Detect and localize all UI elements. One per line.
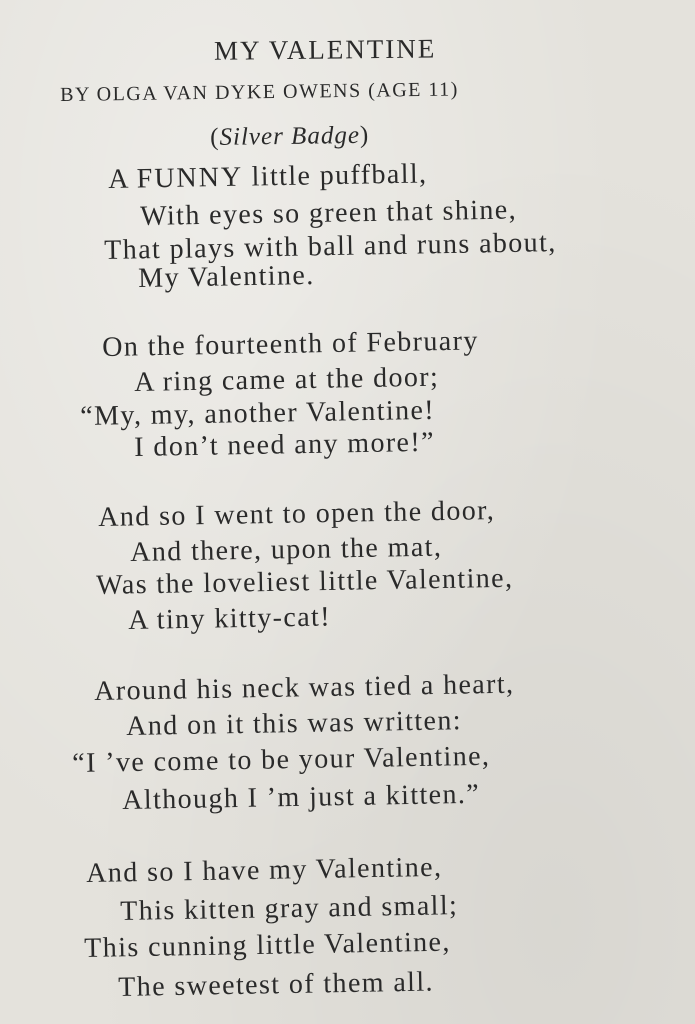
stanza2-line4: I don’t need any more!” <box>134 426 436 463</box>
stanza1-line1-lead: A <box>108 163 129 195</box>
stanza5-line3: This cunning little Valentine, <box>84 926 452 964</box>
stanza3-line3: Was the loveliest little Valentine, <box>96 562 514 601</box>
stanza1-line1 <box>108 158 428 196</box>
stanza5-line1: And so I have my Valentine, <box>86 851 443 889</box>
stanza4-line4: Although I ’m just a kitten.” <box>122 778 481 816</box>
stanza1-line1-rest: little puffball, <box>251 158 428 193</box>
poem-title: MY VALENTINE <box>213 33 437 66</box>
stanza5-line2: This kitten gray and small; <box>120 890 459 927</box>
stanza3-line2: And there, upon the mat, <box>130 531 443 568</box>
stanza1-line1-caps: FUNNY <box>136 161 244 195</box>
stanza3-line1: And so I went to open the door, <box>98 495 496 533</box>
poem-badge: (Silver Badge) <box>210 121 370 151</box>
stanza1-line3: That plays with ball and runs about, <box>104 227 557 266</box>
stanza2-line3: “My, my, another Valentine! <box>80 394 436 432</box>
stanza4-line1: Around his neck was tied a heart, <box>94 668 515 707</box>
stanza1-line2: With eyes so green that shine, <box>140 194 518 232</box>
stanza2-line1: On the fourteenth of February <box>102 325 479 363</box>
stanza4-line2: And on it this was written: <box>126 705 463 742</box>
badge-text: Silver Badge <box>219 121 361 151</box>
stanza2-line2: A ring came at the door; <box>134 361 440 398</box>
stanza4-line3: “I ’ve come to be your Valentine, <box>72 740 491 779</box>
stanza5-line4: The sweetest of them all. <box>118 966 435 1003</box>
stanza1-line4: My Valentine. <box>138 259 315 294</box>
stanza3-line4: A tiny kitty-cat! <box>128 601 332 636</box>
poem-byline: BY OLGA VAN DYKE OWENS (AGE 11) <box>60 78 459 106</box>
